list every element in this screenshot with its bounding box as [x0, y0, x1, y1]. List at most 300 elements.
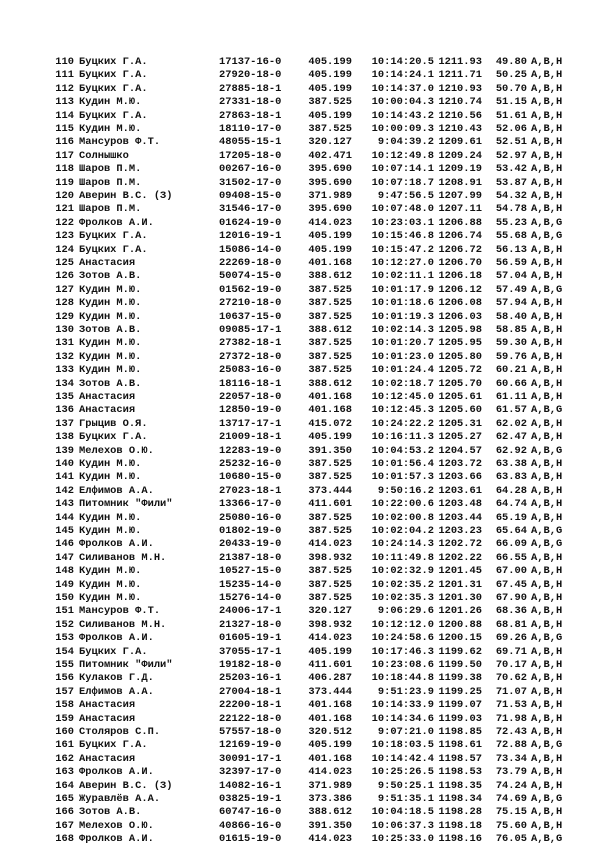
ring-number: 27885-18-1 — [219, 82, 282, 95]
coefficient-value: 51.15 — [495, 96, 527, 109]
table-row — [0, 780, 600, 793]
position-number: 140 — [55, 458, 74, 470]
coefficient-value: 64.74 — [495, 498, 527, 511]
ring-number: 24006-17-1 — [219, 605, 282, 618]
owner-name: Буцких Г.А. — [79, 230, 148, 243]
group-codes: A,B,H — [531, 243, 563, 256]
ring-number: 22057-18-0 — [219, 391, 282, 403]
table-row — [0, 190, 600, 203]
ring-number: 32397-17-0 — [219, 766, 282, 779]
owner-name: Фролков А.И. — [79, 216, 154, 229]
table-row — [0, 364, 600, 377]
arrival-time: 10:24:14.3 — [371, 538, 434, 551]
arrival-time: 10:15:47.2 — [371, 243, 434, 256]
ring-number: 01605-19-1 — [219, 632, 282, 645]
distance-value: 320.512 — [308, 726, 352, 738]
owner-name: Кудин М.Ю. — [79, 297, 142, 310]
owner-name: Силиванов М.Н. — [79, 551, 167, 564]
group-codes: A,B,H — [531, 806, 563, 819]
ring-number: 27920-18-0 — [219, 69, 282, 82]
speed-value: 1201.30 — [438, 592, 482, 604]
speed-value: 1205.60 — [438, 404, 482, 417]
table-row — [0, 83, 600, 96]
speed-value: 1210.74 — [438, 96, 482, 109]
speed-value: 1208.91 — [438, 176, 482, 189]
table-row — [0, 217, 600, 230]
coefficient-value: 73.79 — [495, 766, 527, 779]
speed-value: 1203.61 — [438, 484, 482, 497]
group-codes: A,B,H — [531, 417, 563, 430]
distance-value: 373.444 — [308, 484, 352, 497]
speed-value: 1206.74 — [438, 230, 482, 243]
group-codes: A,B,H — [531, 82, 563, 95]
owner-name: Буцких Г.А. — [79, 82, 148, 95]
owner-name: Грыцив О.Я. — [79, 417, 148, 430]
arrival-time: 10:02:18.7 — [371, 377, 434, 390]
arrival-time: 10:07:18.7 — [371, 176, 434, 189]
arrival-time: 10:12:49.8 — [371, 149, 434, 162]
coefficient-value: 55.23 — [495, 216, 527, 229]
speed-value: 1198.34 — [438, 793, 482, 805]
ring-number: 15276-14-0 — [219, 592, 282, 604]
owner-name: Фролков А.И. — [79, 632, 154, 645]
coefficient-value: 50.25 — [495, 69, 527, 82]
owner-name: Мелехов О.Ю. — [79, 819, 154, 832]
coefficient-value: 58.40 — [495, 310, 527, 323]
arrival-time: 10:25:33.0 — [371, 833, 434, 846]
ring-number: 10527-15-0 — [219, 565, 282, 578]
coefficient-value: 71.53 — [495, 699, 527, 712]
owner-name: Буцких Г.А. — [79, 243, 148, 256]
ring-number: 12283-19-0 — [219, 444, 282, 457]
speed-value: 1210.93 — [438, 82, 482, 95]
ring-number: 31502-17-0 — [219, 176, 282, 189]
owner-name: Кудин М.Ю. — [79, 458, 142, 470]
coefficient-value: 72.43 — [495, 726, 527, 738]
arrival-time: 9:47:56.5 — [377, 190, 434, 202]
table-row — [0, 538, 600, 551]
distance-value: 405.199 — [308, 56, 352, 68]
speed-value: 1198.53 — [438, 766, 482, 779]
arrival-time: 9:50:25.1 — [377, 779, 434, 792]
group-codes: A,B,H — [531, 123, 563, 135]
distance-value: 414.023 — [308, 766, 352, 779]
coefficient-value: 51.61 — [495, 109, 527, 122]
arrival-time: 10:01:17.9 — [371, 283, 434, 296]
position-number: 164 — [55, 779, 74, 792]
speed-value: 1203.66 — [438, 471, 482, 484]
position-number: 157 — [55, 685, 74, 698]
arrival-time: 10:14:33.9 — [371, 699, 434, 712]
arrival-time: 10:16:11.3 — [371, 431, 434, 444]
speed-value: 1204.57 — [438, 444, 482, 457]
position-number: 122 — [55, 216, 74, 229]
position-number: 142 — [55, 484, 74, 497]
ring-number: 27382-18-1 — [219, 337, 282, 350]
position-number: 143 — [55, 498, 74, 511]
coefficient-value: 58.85 — [495, 324, 527, 336]
distance-value: 371.989 — [308, 190, 352, 202]
speed-value: 1209.19 — [438, 163, 482, 176]
distance-value: 387.525 — [308, 123, 352, 135]
coefficient-value: 57.49 — [495, 283, 527, 296]
arrival-time: 10:18:44.8 — [371, 672, 434, 685]
group-codes: A,B,H — [531, 726, 563, 738]
distance-value: 405.199 — [308, 243, 352, 256]
coefficient-value: 67.90 — [495, 592, 527, 604]
owner-name: Зотов А.В. — [79, 806, 142, 819]
distance-value: 387.525 — [308, 525, 352, 537]
group-codes: A,B,H — [531, 391, 563, 403]
group-codes: A,B,H — [531, 605, 563, 618]
group-codes: A,B,H — [531, 458, 563, 470]
group-codes: A,B,H — [531, 136, 563, 149]
table-row — [0, 592, 600, 605]
ring-number: 40866-16-0 — [219, 819, 282, 832]
distance-value: 388.612 — [308, 806, 352, 819]
position-number: 161 — [55, 739, 74, 752]
distance-value: 388.612 — [308, 270, 352, 283]
coefficient-value: 52.06 — [495, 123, 527, 135]
distance-value: 405.199 — [308, 739, 352, 752]
owner-name: Мелехов О.Ю. — [79, 444, 154, 457]
table-row — [0, 337, 600, 350]
group-codes: A,B,H — [531, 645, 563, 658]
ring-number: 48055-15-1 — [219, 136, 282, 149]
table-row — [0, 485, 600, 498]
arrival-time: 10:18:03.5 — [371, 739, 434, 752]
distance-value: 405.199 — [308, 230, 352, 243]
speed-value: 1202.22 — [438, 551, 482, 564]
ring-number: 30091-17-1 — [219, 752, 282, 765]
group-codes: A,B,H — [531, 96, 563, 109]
arrival-time: 10:02:35.2 — [371, 578, 434, 591]
arrival-time: 9:04:39.2 — [377, 136, 434, 149]
arrival-time: 10:01:18.6 — [371, 297, 434, 310]
speed-value: 1198.61 — [438, 739, 482, 752]
arrival-time: 10:14:37.0 — [371, 82, 434, 95]
distance-value: 405.199 — [308, 69, 352, 82]
table-row — [0, 833, 600, 846]
group-codes: A,B,H — [531, 685, 563, 698]
group-codes: A,B,H — [531, 699, 563, 712]
distance-value: 414.023 — [308, 538, 352, 551]
distance-value: 395.690 — [308, 163, 352, 176]
owner-name: Шаров П.М. — [79, 163, 142, 176]
ring-number: 27863-18-1 — [219, 109, 282, 122]
ring-number: 01615-19-0 — [219, 833, 282, 846]
arrival-time: 10:24:22.2 — [371, 417, 434, 430]
position-number: 152 — [55, 618, 74, 631]
table-row — [0, 351, 600, 364]
arrival-time: 10:14:42.4 — [371, 752, 434, 765]
speed-value: 1210.43 — [438, 123, 482, 135]
speed-value: 1206.18 — [438, 270, 482, 283]
owner-name: Анастасия — [79, 699, 136, 712]
group-codes: A,B,H — [531, 578, 563, 591]
speed-value: 1198.35 — [438, 779, 482, 792]
coefficient-value: 54.32 — [495, 190, 527, 202]
distance-value: 387.525 — [308, 511, 352, 524]
coefficient-value: 60.21 — [495, 364, 527, 377]
coefficient-value: 59.76 — [495, 350, 527, 363]
coefficient-value: 68.81 — [495, 618, 527, 631]
arrival-time: 10:23:03.1 — [371, 216, 434, 229]
coefficient-value: 55.68 — [495, 230, 527, 243]
position-number: 121 — [55, 203, 74, 216]
ring-number: 22200-18-1 — [219, 699, 282, 712]
position-number: 110 — [55, 56, 74, 68]
group-codes: A,B,H — [531, 484, 563, 497]
ring-number: 57557-18-0 — [219, 726, 282, 738]
position-number: 149 — [55, 578, 74, 591]
arrival-time: 10:00:09.3 — [371, 123, 434, 135]
position-number: 136 — [55, 404, 74, 417]
coefficient-value: 56.59 — [495, 257, 527, 269]
distance-value: 401.168 — [308, 752, 352, 765]
owner-name: Анастасия — [79, 257, 136, 269]
owner-name: Кудин М.Ю. — [79, 310, 142, 323]
coefficient-value: 59.30 — [495, 337, 527, 350]
owner-name: Фролков А.И. — [79, 766, 154, 779]
ring-number: 22269-18-0 — [219, 257, 282, 269]
group-codes: A,B,H — [531, 203, 563, 216]
coefficient-value: 74.24 — [495, 779, 527, 792]
distance-value: 387.525 — [308, 283, 352, 296]
arrival-time: 10:00:04.3 — [371, 96, 434, 109]
coefficient-value: 57.94 — [495, 297, 527, 310]
speed-value: 1209.61 — [438, 136, 482, 149]
position-number: 128 — [55, 297, 74, 310]
table-row — [0, 552, 600, 565]
group-codes: A,B,H — [531, 270, 563, 283]
distance-value: 387.525 — [308, 471, 352, 484]
group-codes: A,B,H — [531, 819, 563, 832]
speed-value: 1201.31 — [438, 578, 482, 591]
ring-number: 37055-17-1 — [219, 645, 282, 658]
owner-name: Буцких Г.А. — [79, 739, 148, 752]
coefficient-value: 71.98 — [495, 712, 527, 725]
owner-name: Кудин М.Ю. — [79, 471, 142, 484]
distance-value: 405.199 — [308, 645, 352, 658]
position-number: 135 — [55, 391, 74, 403]
owner-name: Буцких Г.А. — [79, 431, 148, 444]
ring-number: 25203-16-1 — [219, 672, 282, 685]
position-number: 114 — [55, 109, 74, 122]
distance-value: 405.199 — [308, 82, 352, 95]
arrival-time: 10:14:24.1 — [371, 69, 434, 82]
ring-number: 03825-19-1 — [219, 793, 282, 805]
owner-name: Елфимов А.А. — [79, 484, 154, 497]
table-row — [0, 311, 600, 324]
position-number: 167 — [55, 819, 74, 832]
coefficient-value: 63.83 — [495, 471, 527, 484]
coefficient-value: 63.38 — [495, 458, 527, 470]
position-number: 139 — [55, 444, 74, 457]
speed-value: 1202.72 — [438, 538, 482, 551]
distance-value: 401.168 — [308, 257, 352, 269]
table-row — [0, 565, 600, 578]
ring-number: 15235-14-0 — [219, 578, 282, 591]
ring-number: 10680-15-0 — [219, 471, 282, 484]
coefficient-value: 67.45 — [495, 578, 527, 591]
table-row — [0, 391, 600, 404]
group-codes: A,B,H — [531, 109, 563, 122]
group-codes: A,B,G — [531, 216, 563, 229]
group-codes: A,B,H — [531, 324, 563, 336]
group-codes: A,B,G — [531, 230, 563, 243]
speed-value: 1199.50 — [438, 659, 482, 671]
group-codes: A,B,H — [531, 498, 563, 511]
table-row — [0, 378, 600, 391]
table-row — [0, 579, 600, 592]
speed-value: 1203.23 — [438, 525, 482, 537]
ring-number: 21009-18-1 — [219, 431, 282, 444]
table-row — [0, 284, 600, 297]
arrival-time: 10:01:57.3 — [371, 471, 434, 484]
group-codes: A,B,G — [531, 404, 563, 417]
group-codes: A,B,H — [531, 551, 563, 564]
owner-name: Буцких Г.А. — [79, 69, 148, 82]
arrival-time: 9:07:21.0 — [377, 726, 434, 738]
arrival-time: 10:14:20.5 — [371, 56, 434, 68]
ring-number: 25080-16-0 — [219, 511, 282, 524]
group-codes: A,B,H — [531, 752, 563, 765]
distance-value: 402.471 — [308, 149, 352, 162]
distance-value: 401.168 — [308, 391, 352, 403]
speed-value: 1205.98 — [438, 324, 482, 336]
coefficient-value: 66.09 — [495, 538, 527, 551]
coefficient-value: 52.97 — [495, 149, 527, 162]
coefficient-value: 70.62 — [495, 672, 527, 685]
ring-number: 15086-14-0 — [219, 243, 282, 256]
table-row — [0, 820, 600, 833]
position-number: 144 — [55, 511, 74, 524]
arrival-time: 9:51:35.1 — [377, 793, 434, 805]
speed-value: 1205.70 — [438, 377, 482, 390]
distance-value: 395.690 — [308, 203, 352, 216]
ring-number: 25232-16-0 — [219, 458, 282, 470]
coefficient-value: 53.87 — [495, 176, 527, 189]
arrival-time: 10:06:37.3 — [371, 819, 434, 832]
arrival-time: 9:50:16.2 — [377, 484, 434, 497]
ring-number: 09085-17-1 — [219, 324, 282, 336]
speed-value: 1203.44 — [438, 511, 482, 524]
table-row — [0, 753, 600, 766]
table-row — [0, 646, 600, 659]
table-row — [0, 177, 600, 190]
arrival-time: 10:22:00.6 — [371, 498, 434, 511]
table-row — [0, 297, 600, 310]
group-codes: A,B,H — [531, 297, 563, 310]
coefficient-value: 69.71 — [495, 645, 527, 658]
position-number: 166 — [55, 806, 74, 819]
arrival-time: 10:12:45.3 — [371, 404, 434, 417]
table-row — [0, 136, 600, 149]
position-number: 123 — [55, 230, 74, 243]
coefficient-value: 67.00 — [495, 565, 527, 578]
speed-value: 1200.88 — [438, 618, 482, 631]
owner-name: Мансуров Ф.Т. — [79, 136, 161, 149]
group-codes: A,B,H — [531, 310, 563, 323]
arrival-time: 10:15:46.8 — [371, 230, 434, 243]
ring-number: 18116-18-1 — [219, 377, 282, 390]
table-row — [0, 445, 600, 458]
ring-number: 01802-19-0 — [219, 525, 282, 537]
position-number: 126 — [55, 270, 74, 283]
group-codes: A,B,H — [531, 149, 563, 162]
position-number: 116 — [55, 136, 74, 149]
ring-number: 13717-17-1 — [219, 417, 282, 430]
coefficient-value: 73.34 — [495, 752, 527, 765]
position-number: 160 — [55, 726, 74, 738]
arrival-time: 10:24:58.6 — [371, 632, 434, 645]
distance-value: 387.525 — [308, 96, 352, 109]
group-codes: A,B,H — [531, 56, 563, 68]
table-row — [0, 431, 600, 444]
speed-value: 1200.15 — [438, 632, 482, 645]
ring-number: 50074-15-0 — [219, 270, 282, 283]
arrival-time: 10:14:43.2 — [371, 109, 434, 122]
position-number: 155 — [55, 659, 74, 671]
arrival-time: 10:02:04.2 — [371, 525, 434, 537]
ring-number: 13366-17-0 — [219, 498, 282, 511]
table-row — [0, 739, 600, 752]
owner-name: Аверин В.С. (З) — [79, 779, 173, 792]
arrival-time: 10:17:46.3 — [371, 645, 434, 658]
speed-value: 1199.07 — [438, 699, 482, 712]
coefficient-value: 75.60 — [495, 819, 527, 832]
speed-value: 1206.08 — [438, 297, 482, 310]
speed-value: 1207.11 — [438, 203, 482, 216]
position-number: 129 — [55, 310, 74, 323]
ring-number: 20433-19-0 — [219, 538, 282, 551]
owner-name: Зотов А.В. — [79, 377, 142, 390]
table-row — [0, 244, 600, 257]
speed-value: 1206.72 — [438, 243, 482, 256]
position-number: 132 — [55, 350, 74, 363]
group-codes: A,B,H — [531, 431, 563, 444]
group-codes: A,B,H — [531, 511, 563, 524]
arrival-time: 10:02:35.3 — [371, 592, 434, 604]
owner-name: Анастасия — [79, 752, 136, 765]
ring-number: 12016-19-1 — [219, 230, 282, 243]
speed-value: 1207.99 — [438, 190, 482, 202]
table-row — [0, 110, 600, 123]
ring-number: 19182-18-0 — [219, 659, 282, 671]
position-number: 146 — [55, 538, 74, 551]
speed-value: 1201.26 — [438, 605, 482, 618]
ring-number: 21327-18-0 — [219, 618, 282, 631]
ring-number: 01624-19-0 — [219, 216, 282, 229]
owner-name: Елфимов А.А. — [79, 685, 154, 698]
owner-name: Буцких Г.А. — [79, 109, 148, 122]
arrival-time: 10:01:23.0 — [371, 350, 434, 363]
ring-number: 12169-19-0 — [219, 739, 282, 752]
arrival-time: 10:11:49.8 — [371, 551, 434, 564]
arrival-time: 10:02:32.9 — [371, 565, 434, 578]
position-number: 134 — [55, 377, 74, 390]
owner-name: Буцких Г.А. — [79, 645, 148, 658]
group-codes: A,B,H — [531, 69, 563, 82]
speed-value: 1198.18 — [438, 819, 482, 832]
distance-value: 388.612 — [308, 377, 352, 390]
ring-number: 27372-18-0 — [219, 350, 282, 363]
coefficient-value: 60.66 — [495, 377, 527, 390]
position-number: 165 — [55, 793, 74, 805]
ring-number: 00267-16-0 — [219, 163, 282, 176]
position-number: 112 — [55, 82, 74, 95]
